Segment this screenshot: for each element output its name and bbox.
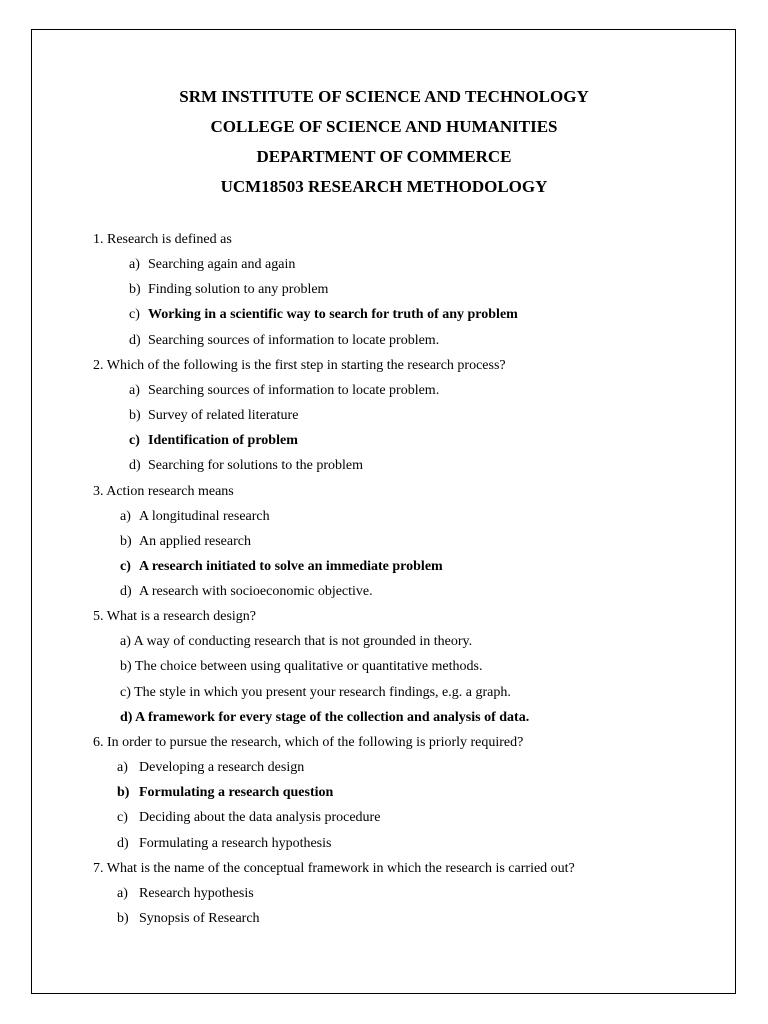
- q1-option-b: [0, 277, 768, 302]
- q5-option-c: [0, 680, 768, 705]
- option-letter: d): [129, 332, 141, 348]
- option-text: Searching again and again: [148, 257, 296, 272]
- option-text: Searching sources of information to locate problem.: [148, 332, 440, 348]
- option-text: An applied research: [139, 533, 251, 549]
- option-text: Synopsis of Research: [139, 910, 260, 926]
- q2-option-a: [0, 378, 768, 403]
- course-title: UCM18503 RESEARCH METHODOLOGY: [220, 177, 548, 196]
- option-text: Formulating a research question: [139, 785, 334, 801]
- q1-option-d: [0, 328, 768, 353]
- option-text: a) A way of conducting research that is not grounded in theory.: [120, 634, 473, 650]
- option-letter: a): [129, 382, 140, 398]
- question-list: [0, 227, 768, 931]
- q6-option-a: [0, 755, 768, 780]
- option-text: b) The choice between using qualitative or quantitative methods.: [120, 659, 483, 675]
- option-text: Developing a research design: [139, 760, 305, 775]
- q5-option-a: [0, 629, 768, 654]
- option-letter: d): [120, 584, 132, 600]
- option-letter: b): [117, 910, 129, 926]
- option-letter: b): [129, 282, 141, 298]
- question-7: 7. What is the name of the conceptual framework in which the research is carried out?: [93, 860, 575, 876]
- option-text: d) A framework for every stage of the collection and analysis of data.: [120, 709, 530, 725]
- option-letter: a): [129, 257, 140, 272]
- option-letter: b): [117, 785, 130, 801]
- q2-option-d: [0, 453, 768, 478]
- option-text: c) The style in which you present your research findings, e.g. a graph.: [120, 684, 511, 700]
- question-5: 5. What is a research design?: [93, 609, 257, 625]
- department-name: DEPARTMENT OF COMMERCE: [256, 147, 512, 166]
- q5-option-b: [0, 654, 768, 679]
- option-text: Working in a scientific way to search for truth of any problem: [148, 307, 518, 323]
- q1-option-c-answer: [0, 302, 768, 327]
- option-text: Survey of related literature: [148, 407, 299, 423]
- option-text: A research initiated to solve an immediate problem: [139, 558, 443, 574]
- option-text: A longitudinal research: [139, 508, 270, 524]
- q7-option-a: [0, 881, 768, 906]
- q3-option-a: [0, 504, 768, 529]
- q2-option-c-answer: [0, 428, 768, 453]
- option-text: Deciding about the data analysis procedure: [139, 810, 381, 826]
- option-letter: b): [120, 533, 132, 549]
- option-letter: c): [129, 307, 140, 323]
- option-text: Finding solution to any problem: [148, 282, 329, 298]
- q7-option-b: [0, 906, 768, 931]
- option-letter: a): [117, 885, 128, 901]
- option-letter: b): [129, 407, 141, 423]
- q2-option-b: [0, 403, 768, 428]
- option-text: Research hypothesis: [139, 885, 254, 901]
- question-1: 1. Research is defined as: [93, 232, 232, 247]
- question-6: 6. In order to pursue the research, which of the following is priorly required?: [93, 735, 524, 750]
- option-letter: c): [120, 558, 131, 574]
- option-text: Searching for solutions to the problem: [148, 458, 364, 474]
- option-letter: a): [120, 508, 131, 524]
- option-text: Identification of problem: [148, 433, 298, 449]
- option-text: Formulating a research hypothesis: [139, 835, 332, 851]
- option-letter: c): [129, 433, 140, 449]
- q1-option-a: [0, 252, 768, 277]
- question-2: 2. Which of the following is the first step in starting the research process?: [93, 357, 506, 373]
- college-name: COLLEGE OF SCIENCE AND HUMANITIES: [210, 117, 558, 136]
- institute-name: SRM INSTITUTE OF SCIENCE AND TECHNOLOGY: [179, 87, 589, 106]
- document-header: [0, 86, 768, 206]
- q6-option-b-answer: [0, 780, 768, 805]
- q3-option-b: [0, 529, 768, 554]
- q6-option-c: [0, 805, 768, 830]
- q3-option-d: [0, 579, 768, 604]
- option-letter: c): [117, 810, 128, 826]
- option-text: Searching sources of information to locate problem.: [148, 382, 440, 398]
- option-letter: a): [117, 760, 128, 775]
- q6-option-d: [0, 831, 768, 856]
- option-letter: d): [129, 458, 141, 474]
- question-3: 3. Action research means: [93, 483, 234, 499]
- option-letter: d): [117, 835, 129, 851]
- option-text: A research with socioeconomic objective.: [139, 584, 373, 600]
- q5-option-d-answer: [0, 705, 768, 730]
- q3-option-c-answer: [0, 554, 768, 579]
